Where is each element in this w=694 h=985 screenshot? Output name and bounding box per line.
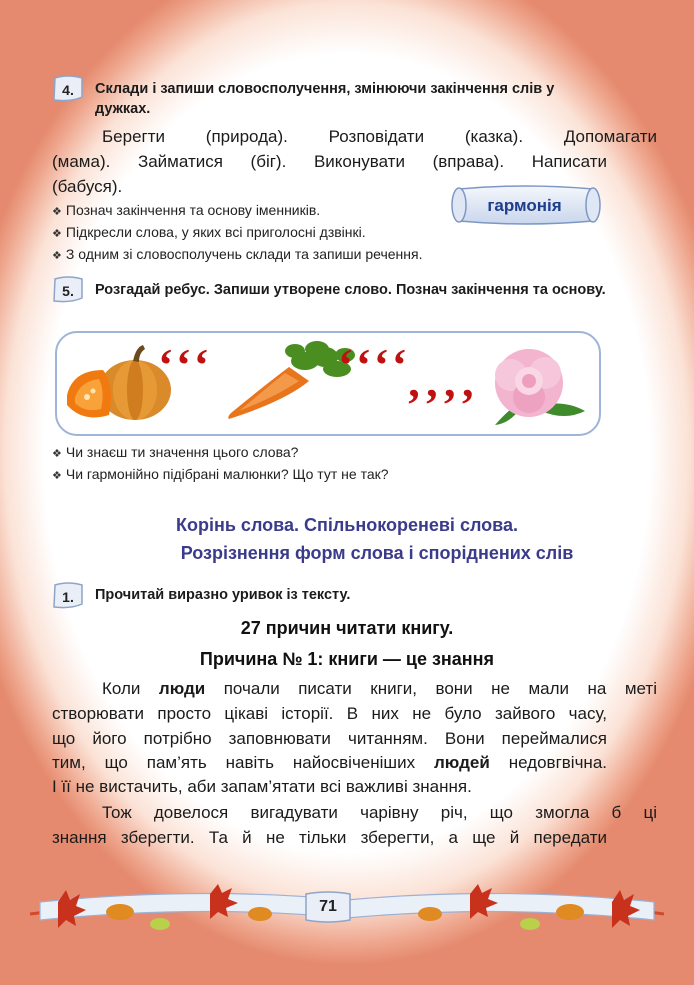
story-line: створювати просто цікаві історії. В них не було зайвого часу, [52,704,607,723]
bold-word: людей [433,753,490,772]
section-heading: Корінь слова. Спільнокореневі слова. [176,515,518,535]
rebus-commas: ‘‘‘‘ [338,339,414,390]
rebus-box [55,331,601,436]
task-bullets [52,200,422,266]
exercise-text-line: (мама). Займатися (біг). Виконувати (вправа). Написати [52,152,607,171]
story-line: що його потрібно заповнювати читанням. Вони переймалися [52,729,607,748]
diamond-bullet-icon: ❖ [52,470,62,482]
peony-flower-icon [481,345,593,431]
diamond-bullet-icon: ❖ [52,228,62,240]
task-instruction: Прочитай виразно уривок із тексту. [95,587,351,603]
story-subtitle: Причина № 1: книги — це знання [199,649,495,669]
bullet-item: ❖ З одним зі словосполучень склади та запиши речення. [52,246,423,262]
story-line: знання зберегти. Та й не тільки зберегти, а ще й передати [52,828,607,847]
task-number-badge [51,276,85,304]
task-number: 1. [62,589,74,605]
exercise-text-line: Берегти (природа). Розповідати (казка). Допомагати [102,127,657,146]
bullet-item: ❖ Підкресли слова, у яких всі приголосні дзвінкі. [52,224,366,240]
rebus-commas: ’’’’ [406,379,482,430]
story-line: І її не вистачить, аби запам’ятати всі важливі знання. [52,777,472,796]
diamond-bullet-icon: ❖ [52,448,62,460]
page-number-badge [300,890,356,924]
task-instruction: Розгадай ребус. Запиши утворене слово. Познач закінчення та основу. [95,282,606,298]
task-instruction: Склади і запиши словосполучення, змінюючи закінчення слів у дужках. [95,81,555,117]
page-number: 71 [319,898,337,915]
exercise-text-line: (бабуся). [52,177,123,196]
bold-word: люди [158,679,206,698]
harmony-tag-label: гармонія [487,196,562,215]
story-title: 27 причин читати книгу. [240,618,454,638]
bullet-item: ❖ Познач закінчення та основу іменників. [52,202,321,218]
story-line: Тож довелося вигадувати чарівну річ, що змогла б ці [102,803,657,822]
task-number-badge [51,582,85,610]
pumpkin-icon [63,345,173,425]
task-number: 5. [62,283,74,299]
story-line: тим, що пам’ять навіть найосвіченіших людей недовгвічна. [52,753,607,772]
section-heading: Розрізнення форм слова і споріднених слів [180,543,574,563]
task-number-badge [51,75,85,103]
diamond-bullet-icon: ❖ [52,206,62,218]
story-line: Коли люди почали писати книги, вони не мали на меті [102,679,658,698]
bullet-item: ❖ Чи знаєш ти значення цього слова? [52,444,299,460]
harmony-scroll-tag [447,181,602,229]
rebus-commas: ‘‘‘ [158,339,216,390]
bullet-item: ❖ Чи гармонійно підібрані малюнки? Що тут не так? [52,466,389,482]
diamond-bullet-icon: ❖ [52,250,62,262]
task-number: 4. [62,82,74,98]
task-bullets [52,442,389,486]
